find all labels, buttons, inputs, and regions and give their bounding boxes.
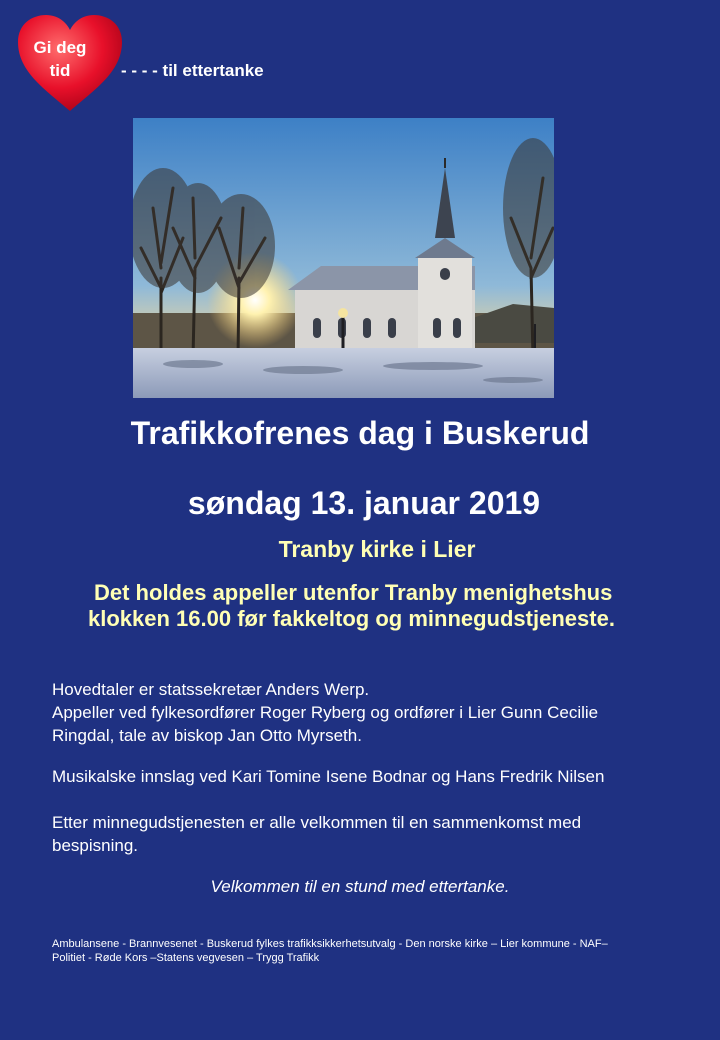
appeal-line-2: klokken 16.00 før fakkeltog og minnegudstjeneste. <box>88 606 615 631</box>
badge-line-1: Gi deg <box>33 38 87 57</box>
appeal-line-1: Det holdes appeller utenfor Tranby menighetshus <box>94 580 613 605</box>
after-service-paragraph <box>52 811 581 857</box>
speakers-line-1: Hovedtaler er statssekretær Anders Werp. <box>52 680 370 699</box>
event-title: Trafikkofrenes dag i Buskerud <box>130 415 590 451</box>
badge-line-2: tid <box>49 61 71 80</box>
speakers-line-2: Appeller ved fylkesordfører Roger Ryberg og ordfører i Lier Gunn Cecilie <box>52 703 599 722</box>
tagline: - - - - til ettertanke <box>121 61 264 80</box>
speakers-paragraph <box>52 678 598 747</box>
after-line-1: Etter minnegudstjenesten er alle velkommen til en sammenkomst med <box>52 813 582 832</box>
heart-badge-text <box>26 36 94 82</box>
event-venue: Tranby kirke i Lier <box>278 536 476 562</box>
footer-line-1: Ambulansene - Brannvesenet - Buskerud fylkes trafikksikkerhetsutvalg - Den norske kirke – Lier kommune - NAF– <box>52 938 608 950</box>
closing-line: Velkommen til en stund med ettertanke. <box>210 877 510 896</box>
event-date: søndag 13. januar 2019 <box>187 485 541 521</box>
footer-line-2: Politiet - Røde Kors –Statens vegvesen – Trygg Trafikk <box>52 952 320 964</box>
after-line-2: bespisning. <box>52 836 139 855</box>
appeal-notice <box>88 580 678 632</box>
speakers-line-3: Ringdal, tale av biskop Jan Otto Myrseth. <box>52 726 362 745</box>
church-photo <box>133 118 554 398</box>
organizers-footer <box>52 937 692 965</box>
music-paragraph: Musikalske innslag ved Kari Tomine Isene Bodnar og Hans Fredrik Nilsen <box>52 767 605 786</box>
